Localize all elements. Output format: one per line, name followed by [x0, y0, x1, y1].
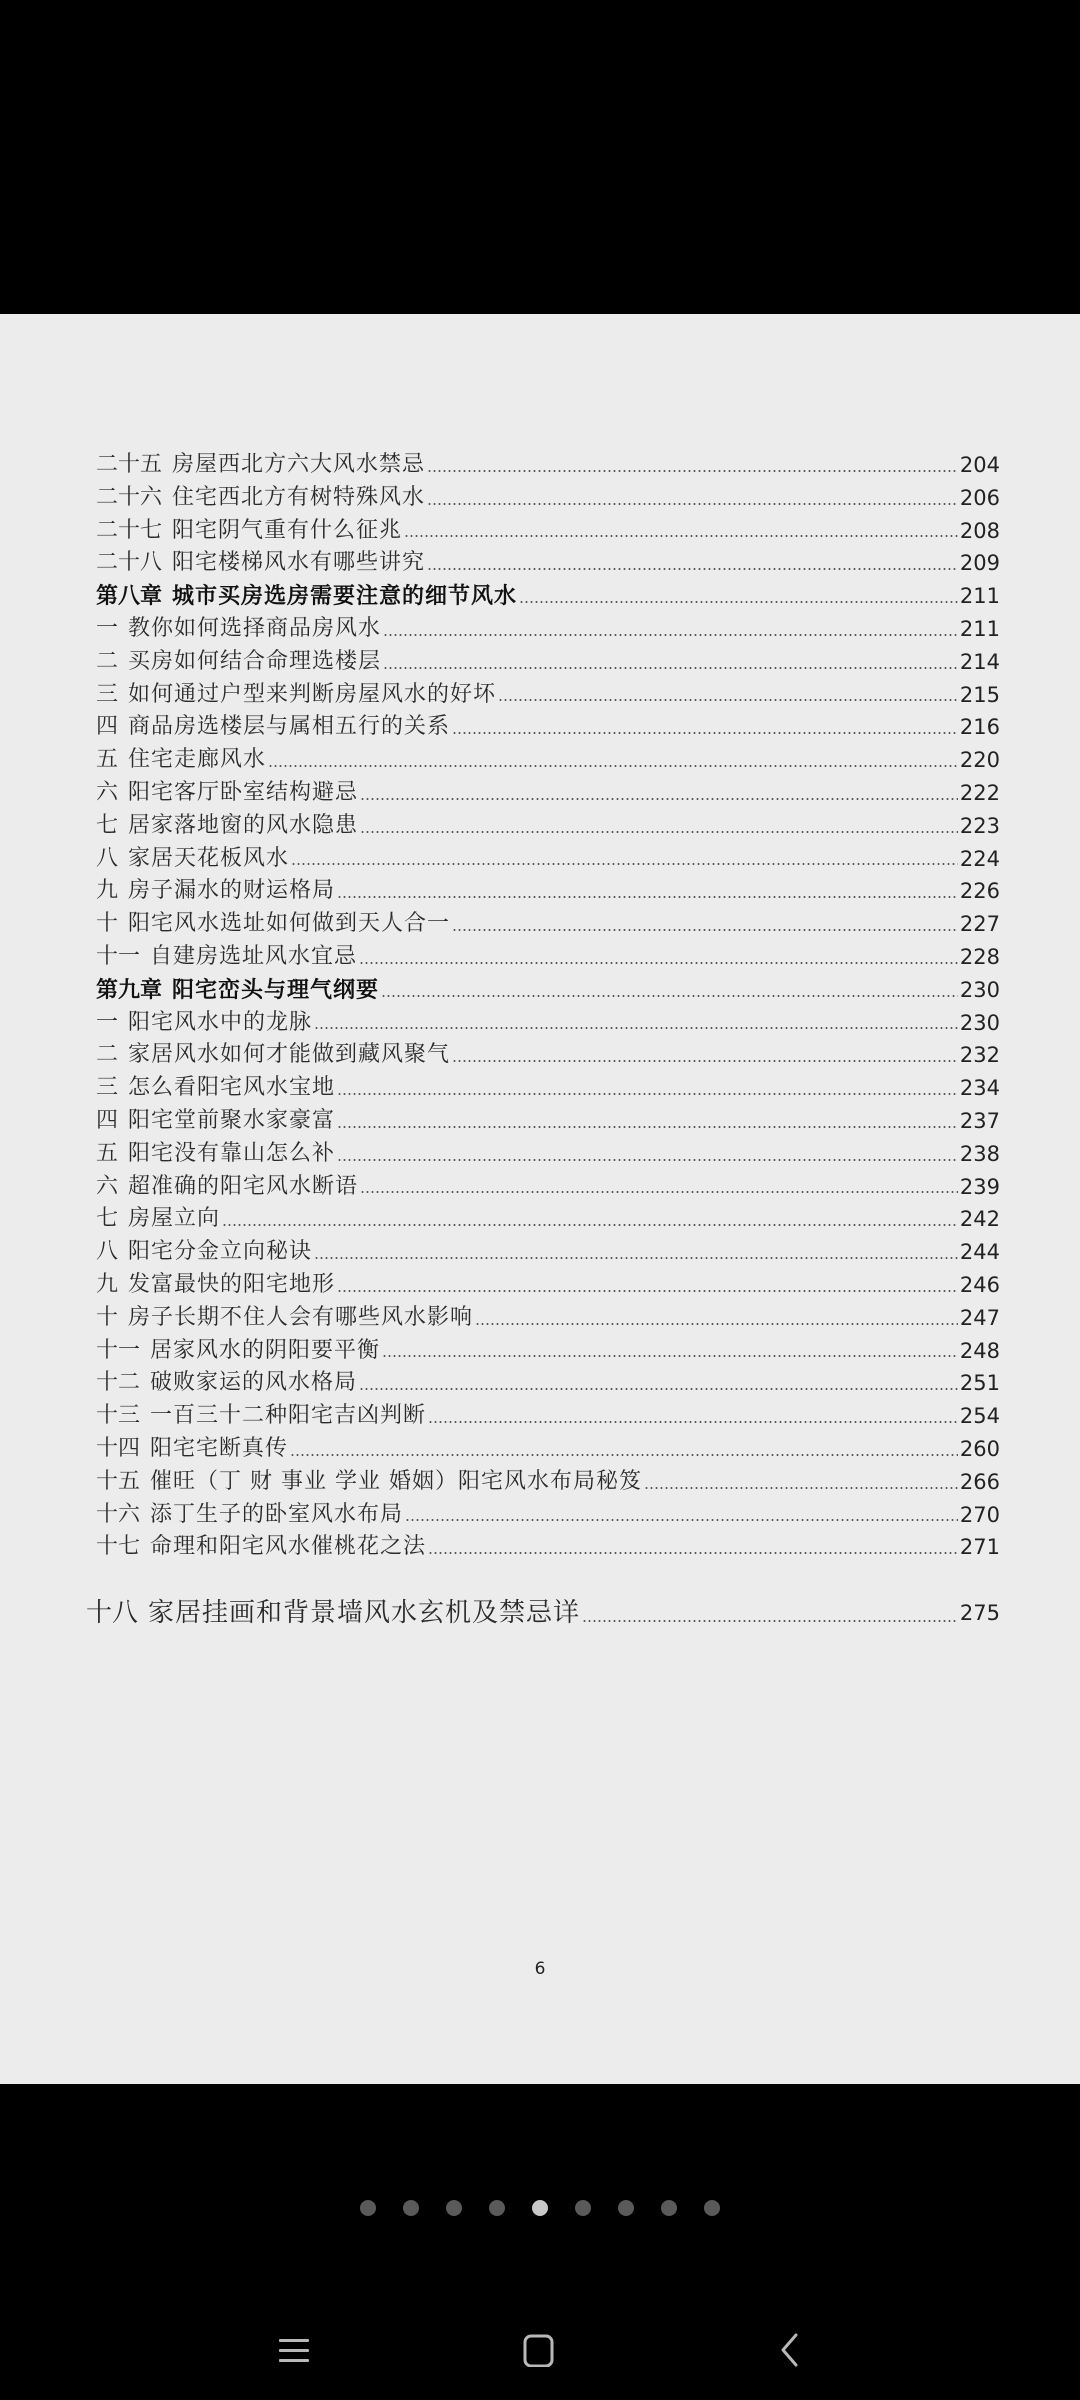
toc-row — [96, 744, 1000, 777]
toc-entry-number: 十二 — [96, 1370, 141, 1396]
toc-row — [96, 1269, 1000, 1302]
dot-leader — [360, 830, 958, 834]
toc-entry-number: 四 — [96, 714, 119, 740]
toc-row — [96, 1433, 1000, 1466]
toc-row — [96, 908, 1000, 941]
table-of-contents — [86, 449, 1000, 1632]
toc-entry-number: 二 — [96, 1042, 119, 1068]
toc-entry-title: 房屋立向 — [128, 1206, 221, 1232]
toc-entry-page: 237 — [959, 1108, 1000, 1133]
dot-leader — [337, 1158, 958, 1162]
toc-entry-number: 第九章 — [96, 976, 163, 1003]
toc-row — [96, 1531, 1000, 1564]
toc-entry-number: 十六 — [96, 1501, 141, 1527]
toc-entry-title: 添丁生子的卧室风水布局 — [150, 1501, 404, 1527]
toc-entry-page: 260 — [959, 1436, 1000, 1461]
toc-entry-page: 251 — [959, 1371, 1000, 1396]
toc-row — [96, 482, 1000, 515]
toc-row — [96, 515, 1000, 548]
toc-entry-page: 211 — [959, 584, 1000, 609]
toc-entry-page: 204 — [959, 453, 1000, 477]
toc-entry-number: 三 — [96, 1075, 119, 1101]
dot-leader — [582, 1619, 958, 1623]
toc-entry-page: 220 — [959, 748, 1000, 773]
toc-entry-page: 270 — [959, 1502, 1000, 1527]
toc-entry-page: 208 — [959, 518, 1000, 543]
toc-entry-page: 247 — [959, 1305, 1000, 1330]
toc-entry-number: 十一 — [96, 1337, 141, 1363]
toc-entry-title: 超准确的阳宅风水断语 — [128, 1173, 359, 1199]
toc-entry-page: 244 — [959, 1240, 1000, 1265]
toc-entry-number: 十八 — [86, 1598, 139, 1629]
toc-row — [96, 843, 1000, 876]
toc-entry-number: 四 — [96, 1107, 119, 1133]
dot-leader — [359, 1387, 958, 1391]
toc-entry-number: 六 — [96, 1173, 119, 1199]
toc-row — [96, 449, 1000, 482]
toc-chapter-row — [96, 580, 1000, 613]
toc-entry-page: 206 — [959, 485, 1000, 510]
toc-entry-page: 228 — [959, 944, 1000, 969]
page-dot[interactable] — [618, 2200, 634, 2216]
toc-entry-title: 阳宅楼梯风水有哪些讲究 — [172, 550, 426, 576]
toc-entry-number: 十五 — [96, 1468, 141, 1494]
toc-entry-number: 十四 — [96, 1435, 141, 1461]
page-dot[interactable] — [575, 2200, 591, 2216]
toc-row — [96, 1072, 1000, 1105]
toc-entry-page: 234 — [959, 1076, 1000, 1101]
toc-entry-number: 十七 — [96, 1534, 141, 1560]
toc-row — [96, 1236, 1000, 1269]
toc-entry-title: 城市买房选房需要注意的细节风水 — [172, 583, 518, 610]
dot-leader — [360, 1190, 958, 1194]
toc-entry-number: 五 — [96, 747, 119, 773]
dot-leader — [428, 1551, 958, 1555]
toc-entry-page: 215 — [959, 682, 1000, 707]
toc-row — [96, 1367, 1000, 1400]
page-dot[interactable] — [403, 2200, 419, 2216]
toc-entry-number: 七 — [96, 1206, 119, 1232]
dot-leader — [427, 502, 958, 506]
toc-row — [96, 547, 1000, 580]
toc-entry-page: 216 — [959, 715, 1000, 740]
toc-entry-number: 九 — [96, 878, 119, 904]
toc-entry-title: 自建房选址风水宜忌 — [150, 943, 358, 969]
dot-leader — [519, 600, 958, 604]
page-dot[interactable] — [360, 2200, 376, 2216]
toc-row — [96, 875, 1000, 908]
toc-entry-number: 二十七 — [96, 517, 163, 543]
home-button[interactable] — [509, 2320, 569, 2380]
dot-leader — [428, 1420, 958, 1424]
menu-icon — [277, 2335, 311, 2365]
dot-leader — [314, 1256, 958, 1260]
toc-entry-page: 230 — [959, 977, 1000, 1002]
toc-row — [96, 1039, 1000, 1072]
toc-entry-number: 八 — [96, 1239, 119, 1265]
toc-entry-title: 如何通过户型来判断房屋风水的好坏 — [128, 681, 497, 707]
system-nav-bar — [0, 2300, 1080, 2400]
toc-entry-number: 八 — [96, 845, 119, 871]
toc-entry-page: 226 — [959, 879, 1000, 904]
dot-leader — [404, 534, 958, 538]
dot-leader — [383, 633, 958, 637]
toc-entry-page: 224 — [959, 846, 1000, 871]
toc-entry-number: 十 — [96, 1304, 119, 1330]
toc-entry-title: 家居天花板风水 — [128, 845, 290, 871]
toc-entry-number: 十一 — [96, 943, 141, 969]
toc-row — [96, 810, 1000, 843]
dot-leader — [337, 895, 958, 899]
dot-leader — [644, 1486, 958, 1490]
toc-entry-title: 阳宅峦头与理气纲要 — [172, 976, 380, 1003]
toc-entry-title: 阳宅没有靠山怎么补 — [128, 1140, 336, 1166]
toc-entry-title: 阳宅风水选址如何做到天人合一 — [128, 911, 451, 937]
toc-entry-page: 266 — [959, 1469, 1000, 1494]
page-dot[interactable] — [704, 2200, 720, 2216]
dot-leader — [290, 1453, 958, 1457]
toc-entry-number: 第八章 — [96, 583, 163, 610]
toc-entry-title: 买房如何结合命理选楼层 — [128, 648, 382, 674]
toc-entry-page: 246 — [959, 1272, 1000, 1297]
home-square-icon — [522, 2333, 556, 2367]
page-dot[interactable] — [489, 2200, 505, 2216]
back-button[interactable] — [760, 2320, 820, 2380]
toc-entry-page: 254 — [959, 1404, 1000, 1429]
dot-leader — [337, 1289, 958, 1293]
toc-row — [96, 941, 1000, 974]
toc-entry-number: 二十六 — [96, 484, 163, 510]
toc-row — [96, 1499, 1000, 1532]
dot-leader — [427, 567, 958, 571]
dot-leader — [452, 928, 958, 932]
page-dot-active[interactable] — [532, 2200, 548, 2216]
dot-leader — [337, 1092, 958, 1096]
toc-entry-page: 222 — [959, 780, 1000, 805]
dot-leader — [498, 698, 958, 702]
dot-leader — [452, 1059, 958, 1063]
toc-entry-title: 家居挂画和背景墙风水玄机及禁忌详 — [148, 1598, 581, 1629]
toc-entry-title: 家居风水如何才能做到藏风聚气 — [128, 1042, 451, 1068]
toc-row — [96, 1105, 1000, 1138]
toc-row — [86, 1594, 1000, 1632]
toc-entry-page: 275 — [959, 1601, 1000, 1626]
toc-entry-page: 211 — [959, 616, 1000, 641]
dot-leader — [382, 1354, 958, 1358]
toc-row — [96, 646, 1000, 679]
dot-leader — [291, 862, 958, 866]
toc-entry-title: 住宅走廊风水 — [128, 747, 267, 773]
toc-entry-title: 房子漏水的财运格局 — [128, 878, 336, 904]
dot-leader — [360, 797, 958, 801]
toc-row — [96, 1138, 1000, 1171]
toc-entry-title: 阳宅分金立向秘诀 — [128, 1239, 313, 1265]
toc-entry-page: 223 — [959, 813, 1000, 838]
toc-entry-title: 一百三十二种阳宅吉凶判断 — [150, 1403, 427, 1429]
toc-entry-number: 十三 — [96, 1403, 141, 1429]
toc-row — [96, 711, 1000, 744]
page-indicator — [0, 2200, 1080, 2216]
toc-entry-title: 教你如何选择商品房风水 — [128, 615, 382, 641]
toc-entry-title: 破败家运的风水格局 — [150, 1370, 358, 1396]
toc-row — [96, 613, 1000, 646]
dot-leader — [383, 666, 958, 670]
toc-entry-title: 房子长期不住人会有哪些风水影响 — [128, 1304, 474, 1330]
page-number: 6 — [534, 1959, 546, 1979]
toc-row — [96, 1007, 1000, 1040]
toc-entry-title: 阳宅风水中的龙脉 — [128, 1009, 313, 1035]
toc-entry-number: 三 — [96, 681, 119, 707]
toc-entry-number: 二十五 — [96, 452, 163, 477]
toc-entry-title: 怎么看阳宅风水宝地 — [128, 1075, 336, 1101]
page-dot[interactable] — [446, 2200, 462, 2216]
toc-entry-page: 209 — [959, 551, 1000, 576]
toc-row — [96, 1400, 1000, 1433]
toc-entry-page: 227 — [959, 912, 1000, 937]
toc-entry-number: 五 — [96, 1140, 119, 1166]
toc-entry-page: 248 — [959, 1338, 1000, 1363]
toc-entry-page: 214 — [959, 649, 1000, 674]
toc-row — [96, 679, 1000, 712]
toc-entry-page: 242 — [959, 1207, 1000, 1232]
toc-chapter-row — [96, 974, 1000, 1007]
toc-entry-title: 房屋西北方六大风水禁忌 — [172, 452, 426, 477]
dot-leader — [427, 469, 958, 473]
toc-row — [96, 1302, 1000, 1335]
dot-leader — [314, 1026, 958, 1030]
dot-leader — [337, 1125, 958, 1129]
toc-entry-title: 阳宅阴气重有什么征兆 — [172, 517, 403, 543]
toc-entry-number: 十 — [96, 911, 119, 937]
toc-row — [96, 1203, 1000, 1236]
dot-leader — [452, 731, 958, 735]
toc-entry-number: 二十八 — [96, 550, 163, 576]
toc-entry-page: 271 — [959, 1535, 1000, 1560]
toc-row — [96, 1466, 1000, 1499]
toc-entry-title: 居家风水的阴阳要平衡 — [150, 1337, 381, 1363]
recents-button[interactable] — [264, 2320, 324, 2380]
dot-leader — [359, 961, 958, 965]
document-page[interactable] — [0, 314, 1080, 2084]
toc-entry-title: 命理和阳宅风水催桃花之法 — [150, 1534, 427, 1560]
toc-entry-title: 催旺（丁 财 事业 学业 婚姻）阳宅风水布局秘笈 — [150, 1468, 642, 1494]
dot-leader — [381, 994, 958, 998]
dot-leader — [475, 1322, 958, 1326]
toc-entry-title: 商品房选楼层与属相五行的关系 — [128, 714, 451, 740]
toc-entry-number: 七 — [96, 812, 119, 838]
toc-row — [96, 777, 1000, 810]
back-chevron-icon — [778, 2332, 802, 2368]
toc-row — [96, 1171, 1000, 1204]
page-dot[interactable] — [661, 2200, 677, 2216]
toc-entry-title: 阳宅宅断真传 — [150, 1435, 289, 1461]
toc-entry-number: 九 — [96, 1271, 119, 1297]
dot-leader — [222, 1223, 958, 1227]
toc-entry-page: 239 — [959, 1174, 1000, 1199]
toc-entry-title: 发富最快的阳宅地形 — [128, 1271, 336, 1297]
toc-row — [96, 1335, 1000, 1368]
dot-leader — [405, 1518, 958, 1522]
toc-entry-page: 238 — [959, 1141, 1000, 1166]
toc-entry-page: 230 — [959, 1010, 1000, 1035]
dot-leader — [268, 764, 958, 768]
toc-entry-number: 二 — [96, 648, 119, 674]
toc-entry-number: 六 — [96, 779, 119, 805]
toc-entry-title: 阳宅客厅卧室结构避忌 — [128, 779, 359, 805]
toc-entry-number: 一 — [96, 1009, 119, 1035]
toc-entry-page: 232 — [959, 1043, 1000, 1068]
toc-entry-title: 住宅西北方有树特殊风水 — [172, 484, 426, 510]
toc-entry-number: 一 — [96, 615, 119, 641]
toc-entry-title: 阳宅堂前聚水家豪富 — [128, 1107, 336, 1133]
toc-entry-title: 居家落地窗的风水隐患 — [128, 812, 359, 838]
